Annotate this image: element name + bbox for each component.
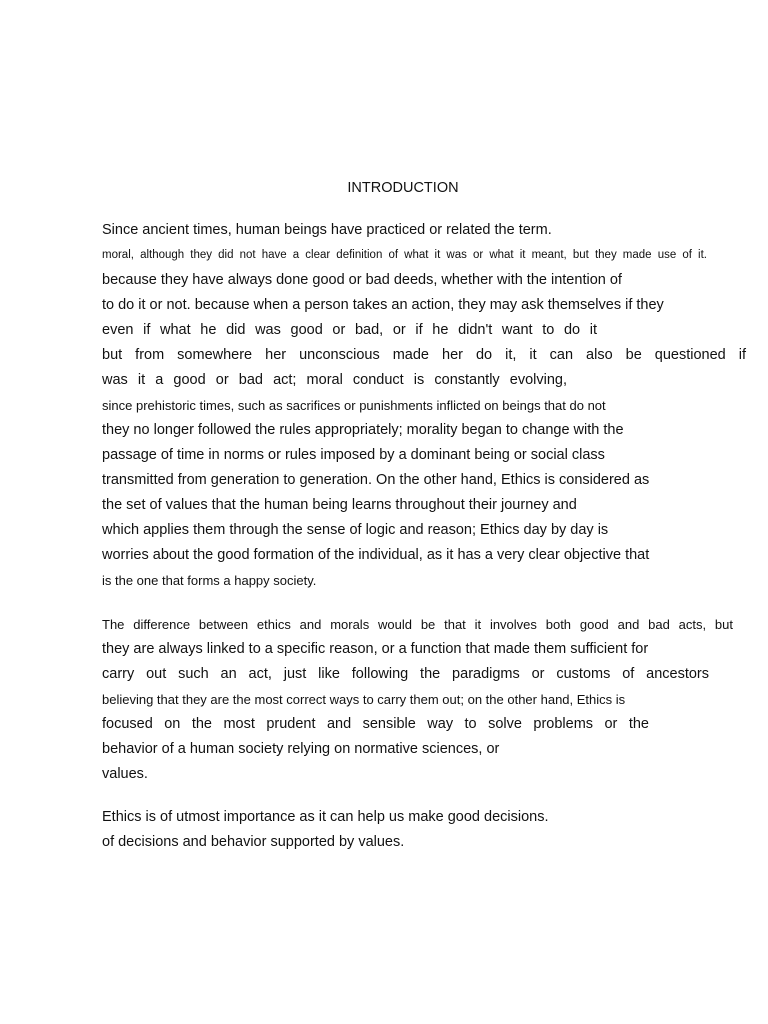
text-line: passage of time in norms or rules imposed by a dominant being or social class [102, 447, 605, 463]
text-line: because they have always done good or bad deeds, whether with the intention of [102, 272, 622, 288]
text-line: is the one that forms a happy society. [102, 573, 317, 588]
text-line: which applies them through the sense of logic and reason; Ethics day by day is [102, 522, 609, 538]
text-line: worries about the good formation of the individual, as it has a very clear objective that [102, 547, 650, 563]
text-line: focused on the most prudent and sensible way to solve problems or the [102, 716, 649, 732]
text-line: was it a good or bad act; moral conduct is constantly evolving, [102, 372, 567, 388]
text-line: they are always linked to a specific reason, or a function that made them sufficient for [102, 641, 649, 657]
text-line: Since ancient times, human beings have practiced or related the term. [102, 222, 552, 238]
paragraph-1 [102, 218, 746, 593]
text-line: to do it or not. because when a person takes an action, they may ask themselves if they [102, 297, 664, 313]
text-line: carry out such an act, just like following the paradigms or customs of ancestors [102, 666, 709, 682]
text-line: transmitted from generation to generation. On the other hand, Ethics is considered as [102, 472, 650, 488]
text-line: believing that they are the most correct ways to carry them out; on the other hand, Ethics is [102, 692, 626, 707]
paragraph-2 [102, 612, 733, 787]
paragraph-3 [102, 805, 593, 855]
text-line: the set of values that the human being learns throughout their journey and [102, 497, 577, 513]
page-title: INTRODUCTION [347, 180, 459, 196]
text-line: they no longer followed the rules appropriately; morality began to change with the [102, 422, 624, 438]
text-line: values. [102, 766, 148, 782]
text-line: Ethics is of utmost importance as it can help us make good decisions. [102, 809, 549, 825]
text-line: but from somewhere her unconscious made her do it, it can also be questioned if [102, 347, 746, 363]
text-line: since prehistoric times, such as sacrifices or punishments inflicted on beings that do not [102, 398, 606, 413]
text-line: of decisions and behavior supported by values. [102, 834, 405, 850]
text-line: behavior of a human society relying on normative sciences, or [102, 741, 500, 757]
text-line: moral, although they did not have a clear definition of what it was or what it meant, but they made use of it. [102, 249, 707, 261]
text-line: even if what he did was good or bad, or if he didn't want to do it [102, 322, 597, 338]
text-line: The difference between ethics and morals would be that it involves both good and bad acts, but [102, 617, 733, 632]
